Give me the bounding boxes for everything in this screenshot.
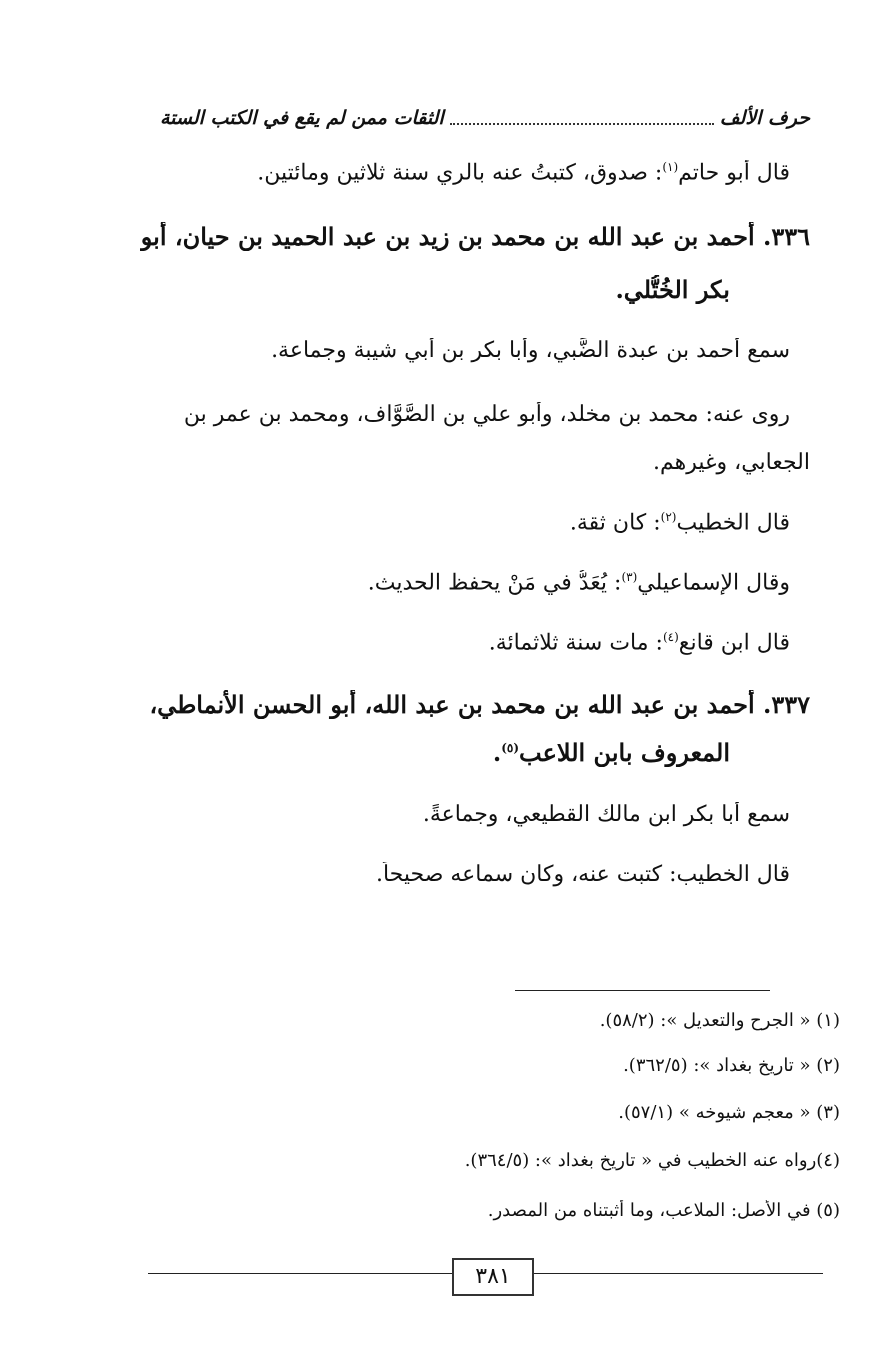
entry-336-heading: ٣٣٦. أحمد بن عبد الله بن محمد بن زيد بن عبد الحميد بن حيان، أبو	[140, 222, 810, 251]
header-dots	[450, 111, 714, 125]
body-line-5: روى عنه: محمد بن مخلد، وأبو علي بن الصَّوَّاف، ومحمد بن عمر بن	[183, 402, 790, 427]
entry-337-heading: ٣٣٧. أحمد بن عبد الله بن محمد بن عبد الله، أبو الحسن الأنماطي،	[149, 690, 810, 719]
footnote-1: (١) « الجرح والتعديل »: (٥٨/٢).	[599, 1010, 840, 1031]
entry-336-heading-cont: بكر الخُتُّلي.	[615, 275, 730, 304]
body-line-4: سمع أحمد بن عبدة الضَّبي، وأبا بكر بن أبي شيبة وجماعة.	[271, 338, 790, 363]
body-line-13: قال الخطيب: كتبت عنه، وكان سماعه صحيحاً.	[375, 862, 790, 887]
body-line-7: قال الخطيب$^{(٢)}$: كان ثقة.	[569, 510, 790, 536]
body-line-6: الجعابي، وغيرهم.	[652, 450, 810, 475]
header-chapter: حرف الألف	[719, 107, 810, 129]
running-header	[160, 100, 810, 136]
body-line-9: قال ابن قانع$^{(٤)}$: مات سنة ثلاثمائة.	[488, 630, 790, 656]
body-line-1: قال أبو حاتم$^{(١)}$: صدوق، كتبتُ عنه بالري سنة ثلاثين ومائتين.	[257, 160, 790, 186]
footnote-4: (٤)رواه عنه الخطيب في « تاريخ بغداد »: (٣٦٤/٥).	[464, 1150, 840, 1171]
footnote-separator	[515, 990, 770, 991]
entry-337-heading-cont: المعروف بابن اللاعب$^{(٥)}$.	[492, 738, 730, 767]
page-number: ٣٨١	[452, 1258, 534, 1296]
body-line-12: سمع أبا بكر ابن مالك القطيعي، وجماعةً.	[422, 802, 790, 827]
footnote-2: (٢) « تاريخ بغداد »: (٣٦٢/٥).	[623, 1055, 840, 1076]
footnote-3: (٣) « معجم شيوخه » (٥٧/١).	[618, 1102, 840, 1123]
body-line-8: وقال الإسماعيلي$^{(٣)}$: يُعَدُّ في مَنْ يحفظ الحديث.	[367, 570, 790, 596]
header-book-title: الثقات ممن لم يقع في الكتب الستة	[160, 107, 444, 129]
footnote-5: (٥) في الأصل: الملاعب، وما أثبتناه من المصدر.	[487, 1200, 840, 1221]
